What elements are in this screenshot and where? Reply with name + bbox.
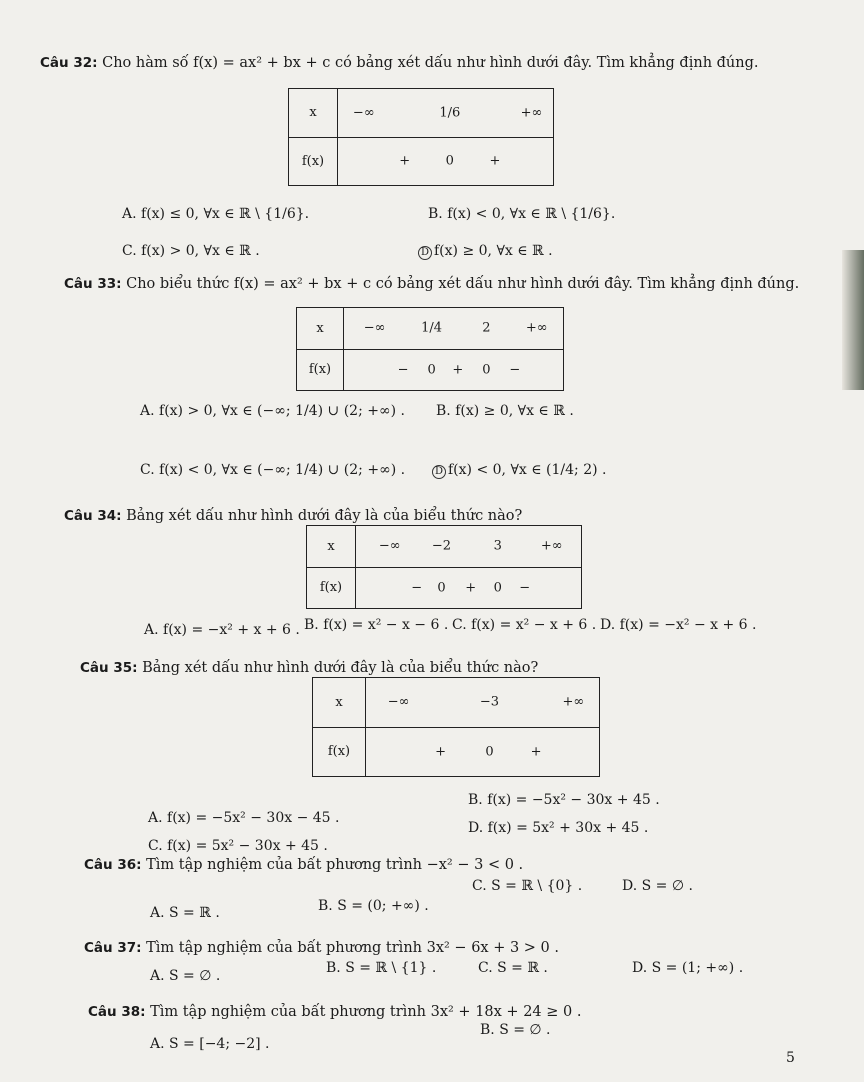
q34-table-sign: 0 — [437, 580, 446, 596]
q34-table-sign: − — [411, 580, 423, 596]
q32-option-b[interactable]: B. f(x) < 0, ∀x ∈ ℝ \ {1/6}. — [428, 206, 616, 222]
q36-option-b[interactable]: B. S = (0; +∞) . — [318, 898, 429, 914]
q33-table-sign: 0 — [482, 362, 491, 378]
q32-table-x-value: 1/6 — [439, 105, 461, 121]
q37-option-b[interactable]: B. S = ℝ \ {1} . — [326, 960, 437, 976]
q35-sign-table — [312, 677, 600, 777]
q34-table-x-label: x — [327, 538, 335, 554]
q35-table-sign: + — [530, 744, 542, 760]
q35-option-b[interactable]: B. f(x) = −5x² − 30x + 45 . — [468, 792, 660, 808]
q34-table-sign: + — [465, 580, 477, 596]
q38-label: Câu 38: — [88, 1004, 146, 1020]
q33-table-x-value: 1/4 — [421, 320, 443, 336]
q33-table-sign: + — [452, 362, 464, 378]
q32-option-c[interactable]: C. f(x) > 0, ∀x ∈ ℝ . — [122, 243, 260, 259]
q34-option-c[interactable]: C. f(x) = x² − x + 6 . — [452, 617, 597, 633]
q34-table-f-label: f(x) — [319, 580, 343, 596]
q37-text: Tìm tập nghiệm của bất phương trình 3x² − 6x + 3 > 0 . — [146, 940, 559, 956]
q32-label: Câu 32: — [40, 55, 98, 71]
q35-stem — [80, 660, 538, 676]
photo-edge-shadow — [842, 250, 864, 390]
q33-option-d[interactable] — [432, 462, 606, 479]
q35-table-x-value: −∞ — [387, 694, 410, 710]
q34-table-sign: 0 — [493, 580, 502, 596]
q37-option-c[interactable]: C. S = ℝ . — [478, 960, 548, 976]
circled-answer-mark: D — [418, 246, 432, 260]
q35-option-a[interactable]: A. f(x) = −5x² − 30x − 45 . — [148, 810, 340, 826]
q32-table-x-value: −∞ — [352, 105, 375, 121]
q35-table-sign: + — [435, 744, 446, 760]
q34-table-x-value: 3 — [493, 538, 502, 554]
q33-label: Câu 33: — [64, 276, 122, 292]
q32-option-a[interactable]: A. f(x) ≤ 0, ∀x ∈ ℝ \ {1/6}. — [122, 206, 310, 222]
q34-table-sign: − — [519, 580, 531, 596]
q32-table-x-value: +∞ — [520, 105, 543, 121]
q36-option-d[interactable]: D. S = ∅ . — [622, 878, 693, 894]
q33-table-x-value: +∞ — [525, 320, 548, 336]
q35-text: Bảng xét dấu như hình dưới đây là của biểu thức nào? — [142, 660, 539, 676]
q32-table-f-label: f(x) — [301, 153, 325, 169]
q34-stem — [64, 508, 522, 524]
q34-option-a[interactable]: A. f(x) = −x² + x + 6 . — [144, 622, 300, 638]
q33-table-sign: 0 — [427, 362, 436, 378]
q35-table-x-label: x — [335, 694, 343, 710]
q36-text: Tìm tập nghiệm của bất phương trình −x² − 3 < 0 . — [146, 857, 524, 873]
q37-option-d[interactable]: D. S = (1; +∞) . — [632, 960, 744, 976]
q35-option-d[interactable]: D. f(x) = 5x² + 30x + 45 . — [468, 820, 649, 836]
q36-option-c[interactable]: C. S = ℝ \ {0} . — [472, 878, 583, 894]
q35-table-sign: 0 — [485, 744, 494, 760]
q37-option-a[interactable]: A. S = ∅ . — [150, 968, 221, 984]
q33-sign-table — [296, 307, 564, 391]
q36-label: Câu 36: — [84, 857, 142, 873]
q32-table-x-label: x — [309, 105, 317, 121]
q33-table-x-value: 2 — [482, 320, 491, 336]
q34-option-b[interactable]: B. f(x) = x² − x − 6 . — [304, 617, 449, 633]
q38-text: Tìm tập nghiệm của bất phương trình 3x² + 18x + 24 ≥ 0 . — [150, 1004, 582, 1020]
q34-text: Bảng xét dấu như hình dưới đây là của biểu thức nào? — [126, 508, 523, 524]
page-number: 5 — [786, 1050, 795, 1066]
q34-option-d[interactable]: D. f(x) = −x² − x + 6 . — [600, 617, 757, 633]
q36-stem — [84, 857, 523, 873]
q35-table-x-value: +∞ — [562, 694, 585, 710]
q32-option-d-text: f(x) ≥ 0, ∀x ∈ ℝ . — [434, 243, 553, 259]
q38-option-a[interactable]: A. S = [−4; −2] . — [150, 1036, 270, 1052]
q37-label: Câu 37: — [84, 940, 142, 956]
q33-table-x-label: x — [316, 320, 324, 336]
q38-stem — [88, 1004, 581, 1020]
q35-option-c[interactable]: C. f(x) = 5x² − 30x + 45 . — [148, 838, 328, 854]
q33-table-x-value: −∞ — [363, 320, 386, 336]
q33-stem — [64, 276, 799, 292]
q38-option-b[interactable]: B. S = ∅ . — [480, 1022, 551, 1038]
q33-table-sign: − — [509, 362, 521, 378]
q36-option-a[interactable]: A. S = ℝ . — [150, 905, 220, 921]
q34-label: Câu 34: — [64, 508, 122, 524]
q32-option-d[interactable] — [418, 243, 553, 260]
q34-table-x-value: +∞ — [540, 538, 563, 554]
q33-table-f-label: f(x) — [308, 362, 332, 378]
q35-table-f-label: f(x) — [327, 744, 351, 760]
q34-table-x-value: −∞ — [378, 538, 401, 554]
q37-stem — [84, 940, 559, 956]
q32-stem — [40, 55, 759, 71]
q33-table-sign: − — [397, 362, 409, 378]
q35-label: Câu 35: — [80, 660, 138, 676]
q34-table-x-value: −2 — [431, 538, 452, 554]
q32-table-sign: 0 — [445, 153, 454, 169]
q33-option-c[interactable]: C. f(x) < 0, ∀x ∈ (−∞; 1/4) ∪ (2; +∞) . — [140, 462, 406, 478]
q33-text: Cho biểu thức f(x) = ax² + bx + c có bảng xét dấu như hình dưới đây. Tìm khẳng định đúng. — [126, 276, 800, 292]
q33-option-a[interactable]: A. f(x) > 0, ∀x ∈ (−∞; 1/4) ∪ (2; +∞) . — [140, 403, 405, 419]
circled-answer-mark: D — [432, 465, 446, 479]
q33-option-b[interactable]: B. f(x) ≥ 0, ∀x ∈ ℝ . — [436, 403, 574, 419]
q32-table-sign: + — [399, 153, 411, 169]
q32-text: Cho hàm số f(x) = ax² + bx + c có bảng xét dấu như hình dưới đây. Tìm khẳng định đúng. — [102, 55, 759, 71]
q34-sign-table — [306, 525, 582, 609]
q33-option-d-text: f(x) < 0, ∀x ∈ (1/4; 2) . — [448, 462, 607, 478]
q35-table-x-value: −3 — [479, 694, 500, 710]
q32-sign-table — [288, 88, 554, 186]
q32-table-sign: + — [489, 153, 501, 169]
